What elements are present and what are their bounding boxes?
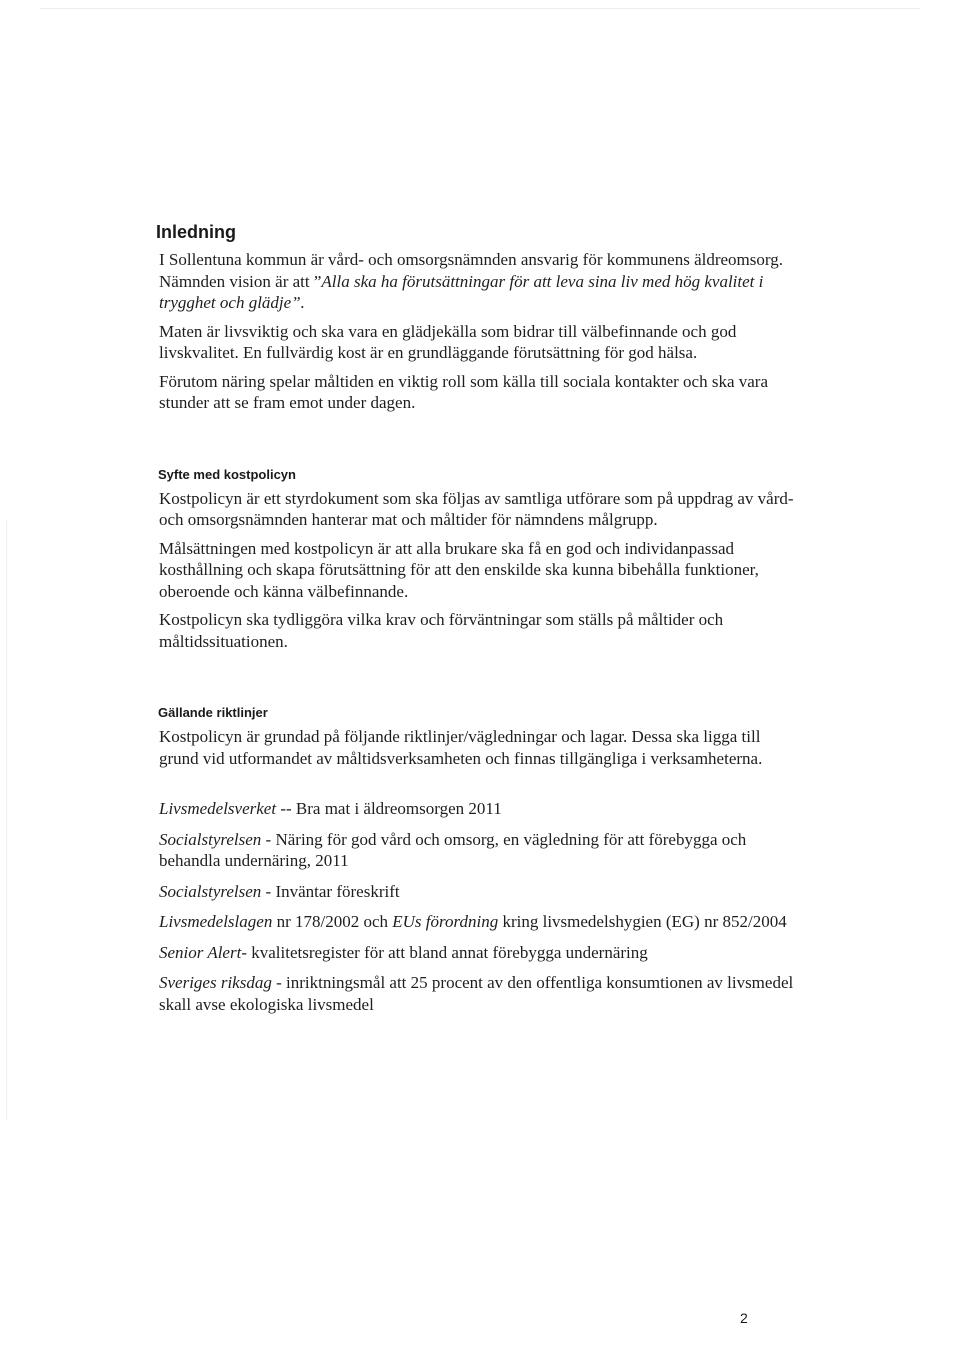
reference-source-secondary: EUs förordning <box>392 912 499 931</box>
reference-item <box>159 942 796 964</box>
intro-paragraph-3: Förutom näring spelar måltiden en viktig roll som källa till sociala kontakter och ska vara stunder att se fram emot under dagen. <box>159 371 769 412</box>
scan-margin-line <box>6 520 7 1120</box>
reference-text: nr 178/2002 och <box>272 912 393 931</box>
section-purpose <box>156 467 796 653</box>
reference-source: Socialstyrelsen <box>159 881 262 901</box>
purpose-paragraph-2: Målsättningen med kostpolicyn är att alla brukare ska få en god och individanpassad kosthållning och skapa förutsättning för att den enskilde ska kunna bibehålla funktioner, oberoende och känna välbefinnande. <box>159 538 759 601</box>
reference-text: -- Bra mat i äldreomsorgen 2011 <box>276 799 502 818</box>
reference-text: - Näring för god vård och omsorg, en vägledning för att förebygga och behandla undernäring, 2011 <box>159 829 747 870</box>
reference-text-secondary: kring livsmedelshygien (EG) nr 852/2004 <box>498 912 787 931</box>
reference-item <box>159 972 796 1015</box>
section-guidelines <box>156 705 796 1015</box>
reference-item <box>159 798 796 820</box>
reference-source: Senior Alert <box>159 942 242 962</box>
purpose-paragraph-3: Kostpolicyn ska tydliggöra vilka krav och förväntningar som ställs på måltider och måltidssituationen. <box>159 610 724 651</box>
section-intro <box>156 222 796 414</box>
purpose-paragraph-1: Kostpolicyn är ett styrdokument som ska följas av samtliga utförare som på uppdrag av vård- och omsorgsnämnden hanterar mat och måltider för nämndens målgrupp. <box>159 488 794 529</box>
reference-item <box>159 829 796 872</box>
top-rule <box>40 8 920 9</box>
guidelines-paragraph-1: Kostpolicyn är grundad på följande riktlinjer/vägledningar och lagar. Dessa ska ligga till grund vid utformandet av måltidsverksamheten och finnas tillgängliga i verksamheterna. <box>159 727 763 768</box>
reference-item <box>159 911 796 933</box>
reference-text: - kvalitetsregister för att bland annat förebygga undernäring <box>241 942 648 962</box>
reference-text: - Inväntar föreskrift <box>261 881 400 901</box>
reference-item <box>159 881 796 903</box>
reference-source: Livsmedelsverket <box>159 799 277 818</box>
purpose-heading: Syfte med kostpolicyn <box>158 466 296 482</box>
guidelines-heading: Gällande riktlinjer <box>158 705 268 720</box>
reference-source: Sveriges riksdag <box>159 973 272 992</box>
reference-source: Livsmedelslagen <box>159 912 273 931</box>
intro-p1-text: I Sollentuna kommun är vård- och omsorgsnämnden ansvarig för kommunens äldreomsorg. Nämnden vision är att ” <box>159 250 784 291</box>
intro-paragraph-1 <box>156 249 796 314</box>
vision-quote: Alla ska ha förutsättningar för att leva sina liv med hög kvalitet i trygghet och glädje <box>159 271 764 312</box>
page-number: 2 <box>740 1310 748 1326</box>
intro-paragraph-2: Maten är livsviktig och ska vara en glädjekälla som bidrar till välbefinnande och god livskvalitet. En fullvärdig kost är en grundläggande förutsättning för god hälsa. <box>159 321 737 362</box>
reference-list <box>156 798 796 1015</box>
intro-p1-end: ”. <box>291 293 305 312</box>
reference-text: - inriktningsmål att 25 procent av den offentliga konsumtionen av livsmedel skall avse ekologiska livsmedel <box>159 973 794 1014</box>
page-content <box>156 222 796 1024</box>
reference-source: Socialstyrelsen <box>159 829 262 849</box>
intro-heading: Inledning <box>156 222 236 242</box>
